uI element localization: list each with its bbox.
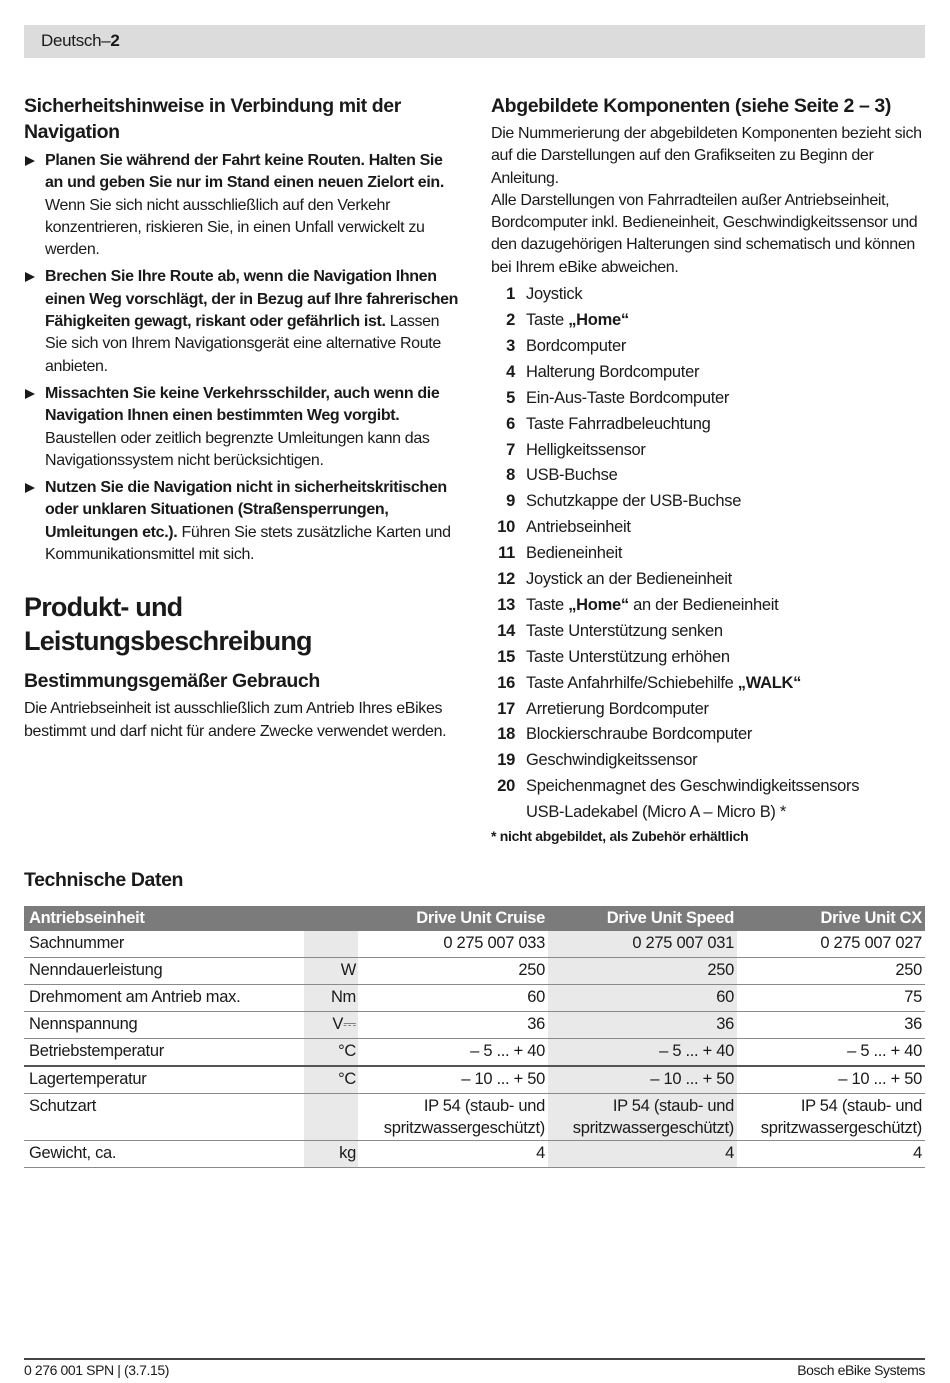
value-cruise: 4	[358, 1141, 548, 1168]
component-number: 2	[506, 310, 515, 329]
bullet-bold-text: Missachten Sie keine Verkehrsschilder, auch wenn die Navigation Ihnen einen bestimmten Weg vorgibt.	[45, 384, 440, 425]
component-label: Taste Anfahrhilfe/Schiebehilfe „WALK“	[526, 673, 802, 692]
value-speed: 250	[548, 958, 737, 985]
tech-data-table	[24, 906, 925, 1168]
component-item	[491, 438, 931, 464]
value-cx: 75	[737, 985, 925, 1012]
footer-brand: Bosch eBike Systems	[797, 1362, 925, 1378]
component-number: 16	[497, 673, 515, 692]
components-intro-1: Die Nummerierung der abgebildeten Komponenten bezieht sich auf die Darstellungen auf den Grafikseiten zu Beginn der Anleitung.	[491, 125, 922, 187]
table-row	[24, 958, 925, 985]
safety-bullet	[24, 477, 459, 566]
component-label: Helligkeitssensor	[526, 440, 646, 459]
header-cell: Drive Unit Speed	[548, 906, 737, 931]
safety-bullet	[24, 150, 459, 261]
table-row	[24, 1094, 925, 1141]
product-heading: Produkt- und Leistungsbeschreibung	[24, 592, 312, 657]
value-cx: – 5 ... + 40	[737, 1039, 925, 1067]
triangle-bullet-icon	[25, 272, 35, 282]
row-label: Schutzart	[24, 1094, 304, 1141]
value-cruise: 250	[358, 958, 548, 985]
component-label: Taste „Home“	[526, 310, 629, 329]
bullet-bold-text: Planen Sie während der Fahrt keine Routen. Halten Sie an und geben Sie nur im Stand einen neuen Zielort ein.	[45, 152, 444, 192]
component-label: Geschwindigkeitssensor	[526, 751, 698, 770]
component-number: 7	[506, 440, 515, 459]
safety-bullet	[24, 383, 459, 472]
value-cruise: 36	[358, 1012, 548, 1039]
row-label: Nenndauerleistung	[24, 958, 304, 985]
component-label: Arretierung Bordcomputer	[526, 699, 709, 718]
bullet-text: Baustellen oder zeitlich begrenzte Umleitungen kann das Navigationssystem nicht berücksichtigen.	[45, 429, 430, 469]
component-label: Taste Unterstützung senken	[526, 621, 723, 640]
row-label: Gewicht, ca.	[24, 1141, 304, 1168]
component-number: 3	[506, 336, 515, 355]
value-cx: IP 54 (staub- und spritzwassergeschützt)	[737, 1094, 925, 1141]
component-label: Taste „Home“ an der Bedieneinheit	[526, 595, 779, 614]
component-number: 15	[497, 647, 515, 666]
footer-doc-id: 0 276 001 SPN | (3.7.15)	[24, 1362, 170, 1378]
components-heading: Abgebildete Komponenten (siehe Seite 2 – 3)	[491, 95, 891, 117]
components-list	[491, 282, 931, 826]
header-text	[41, 31, 120, 51]
component-number: 18	[497, 725, 515, 744]
value-cruise: – 10 ... + 50	[358, 1066, 548, 1094]
safety-bullet	[24, 266, 459, 377]
component-item	[491, 308, 931, 334]
component-label: Joystick	[526, 285, 583, 304]
value-speed: IP 54 (staub- und spritzwassergeschützt)	[548, 1094, 737, 1141]
row-label: Drehmoment am Antrieb max.	[24, 985, 304, 1012]
footer-divider	[24, 1358, 925, 1360]
value-speed: – 10 ... + 50	[548, 1066, 737, 1094]
left-column	[24, 93, 459, 743]
table-header-row	[24, 906, 925, 931]
component-item	[491, 748, 931, 774]
row-unit: Nm	[304, 985, 358, 1012]
header-language: Deutsch	[41, 31, 102, 50]
table-row	[24, 931, 925, 958]
bullet-text: Führen Sie stets zusätzliche Karten und Kommunikationsmittel mit sich.	[45, 523, 451, 564]
component-label: Taste Unterstützung erhöhen	[526, 647, 730, 666]
component-number: 1	[506, 285, 515, 304]
value-cx: 4	[737, 1141, 925, 1168]
component-label: Blockierschraube Bordcomputer	[526, 725, 753, 744]
component-label: Bedieneinheit	[526, 544, 623, 563]
component-item	[491, 334, 931, 360]
component-number: 8	[506, 466, 515, 485]
component-item	[491, 515, 931, 541]
row-unit: W	[304, 958, 358, 985]
value-cx: – 10 ... + 50	[737, 1066, 925, 1094]
component-item	[491, 412, 931, 438]
value-speed: 0 275 007 031	[548, 931, 737, 958]
component-number: 12	[497, 570, 515, 589]
usage-text: Die Antriebseinheit ist ausschließlich zum Antrieb Ihres eBikes bestimmt und darf nicht für andere Zwecke verwendet werden.	[24, 700, 447, 740]
header-cell	[304, 906, 358, 931]
row-label: Sachnummer	[24, 931, 304, 958]
row-label: Lagertemperatur	[24, 1066, 304, 1094]
component-number: 4	[506, 362, 515, 381]
value-cx: 0 275 007 027	[737, 931, 925, 958]
value-speed: 60	[548, 985, 737, 1012]
component-label: USB-Buchse	[526, 466, 618, 485]
bullet-bold-text: Brechen Sie Ihre Route ab, wenn die Navigation Ihnen einen Weg vorschlägt, der in Bezug auf Ihre fahrerischen Fähigkeiten gewagt, riskant oder gefährlich ist.	[45, 268, 459, 331]
table-row	[24, 1141, 925, 1168]
component-label: Antriebseinheit	[526, 518, 631, 537]
table-row	[24, 1012, 925, 1039]
value-cruise: 60	[358, 985, 548, 1012]
row-unit: kg	[304, 1141, 358, 1168]
triangle-bullet-icon	[25, 483, 35, 493]
component-item	[491, 386, 931, 412]
component-number: 6	[506, 414, 515, 433]
value-speed: 36	[548, 1012, 737, 1039]
value-cx: 250	[737, 958, 925, 985]
component-label: USB-Ladekabel (Micro A – Micro B) *	[526, 803, 787, 822]
header-separator: –	[101, 31, 111, 50]
components-footnote: * nicht abgebildet, als Zubehör erhältlich	[491, 828, 749, 845]
component-item	[491, 463, 931, 489]
row-unit: V⎓	[304, 1012, 358, 1039]
component-label: Schutzkappe der USB-Buchse	[526, 492, 742, 511]
row-label: Betriebstemperatur	[24, 1039, 304, 1067]
component-label: Halterung Bordcomputer	[526, 362, 700, 381]
component-item	[491, 489, 931, 515]
component-number: 20	[497, 777, 515, 796]
component-number: 13	[497, 595, 515, 614]
header-cell: Drive Unit CX	[737, 906, 925, 931]
component-number	[491, 800, 515, 826]
component-item	[491, 671, 931, 697]
component-item	[491, 697, 931, 723]
component-label: Bordcomputer	[526, 336, 627, 355]
value-cruise: – 5 ... + 40	[358, 1039, 548, 1067]
table-row	[24, 1066, 925, 1094]
row-label: Nennspannung	[24, 1012, 304, 1039]
component-item	[491, 619, 931, 645]
component-number: 17	[497, 699, 515, 718]
component-number: 19	[497, 751, 515, 770]
tech-data-heading: Technische Daten	[24, 869, 184, 891]
component-item	[491, 541, 931, 567]
header-cell: Drive Unit Cruise	[358, 906, 548, 931]
value-cruise: 0 275 007 033	[358, 931, 548, 958]
usage-subheading: Bestimmungsgemäßer Gebrauch	[24, 670, 320, 693]
component-item	[491, 722, 931, 748]
table-row	[24, 1039, 925, 1067]
component-item	[491, 567, 931, 593]
row-unit: °C	[304, 1039, 358, 1067]
component-number: 10	[497, 518, 515, 537]
component-number: 11	[498, 544, 515, 563]
triangle-bullet-icon	[25, 156, 35, 166]
component-item	[491, 645, 931, 671]
component-item	[491, 360, 931, 386]
safety-heading: Sicherheitshinweise in Verbindung mit der Navigation	[24, 95, 401, 143]
header-cell: Antriebseinheit	[24, 906, 304, 931]
component-label: Speichenmagnet des Geschwindigkeitssensors	[526, 777, 860, 796]
value-cruise: IP 54 (staub- und spritzwassergeschützt)	[358, 1094, 548, 1141]
value-speed: 4	[548, 1141, 737, 1168]
row-unit: °C	[304, 1066, 358, 1094]
page-number: 2	[110, 31, 120, 50]
value-speed: – 5 ... + 40	[548, 1039, 737, 1067]
component-item	[491, 774, 931, 800]
value-cx: 36	[737, 1012, 925, 1039]
component-number: 9	[506, 492, 515, 511]
component-item	[491, 593, 931, 619]
right-column	[491, 93, 931, 844]
row-unit	[304, 931, 358, 958]
page-header	[24, 25, 925, 58]
row-unit	[304, 1094, 358, 1141]
component-label: Joystick an der Bedieneinheit	[526, 570, 732, 589]
bullet-text: Lassen Sie sich von Ihrem Navigationsgerät eine alternative Route anbieten.	[45, 313, 441, 375]
bullet-text: Wenn Sie sich nicht ausschließlich auf den Verkehr konzentrieren, riskieren Sie, in einen Unfall verwickelt zu werden.	[45, 196, 425, 259]
component-label: Taste Fahrradbeleuchtung	[526, 414, 711, 433]
triangle-bullet-icon	[25, 389, 35, 399]
component-number: 14	[497, 621, 515, 640]
component-item	[491, 800, 931, 826]
table-row	[24, 985, 925, 1012]
component-label: Ein-Aus-Taste Bordcomputer	[526, 388, 730, 407]
component-item	[491, 282, 931, 308]
component-number: 5	[506, 388, 515, 407]
components-intro-2: Alle Darstellungen von Fahrradteilen außer Antriebseinheit, Bordcomputer inkl. Bedieneinheit, Geschwindigkeitssensor und den dazugehörigen Halterungen sind schematisch und können bei Ihrem eBike abweichen.	[491, 191, 918, 276]
bullet-bold-text: Nutzen Sie die Navigation nicht in sicherheitskritischen oder unklaren Situationen (Straßensperrungen, Umleitungen etc.).	[45, 479, 447, 541]
